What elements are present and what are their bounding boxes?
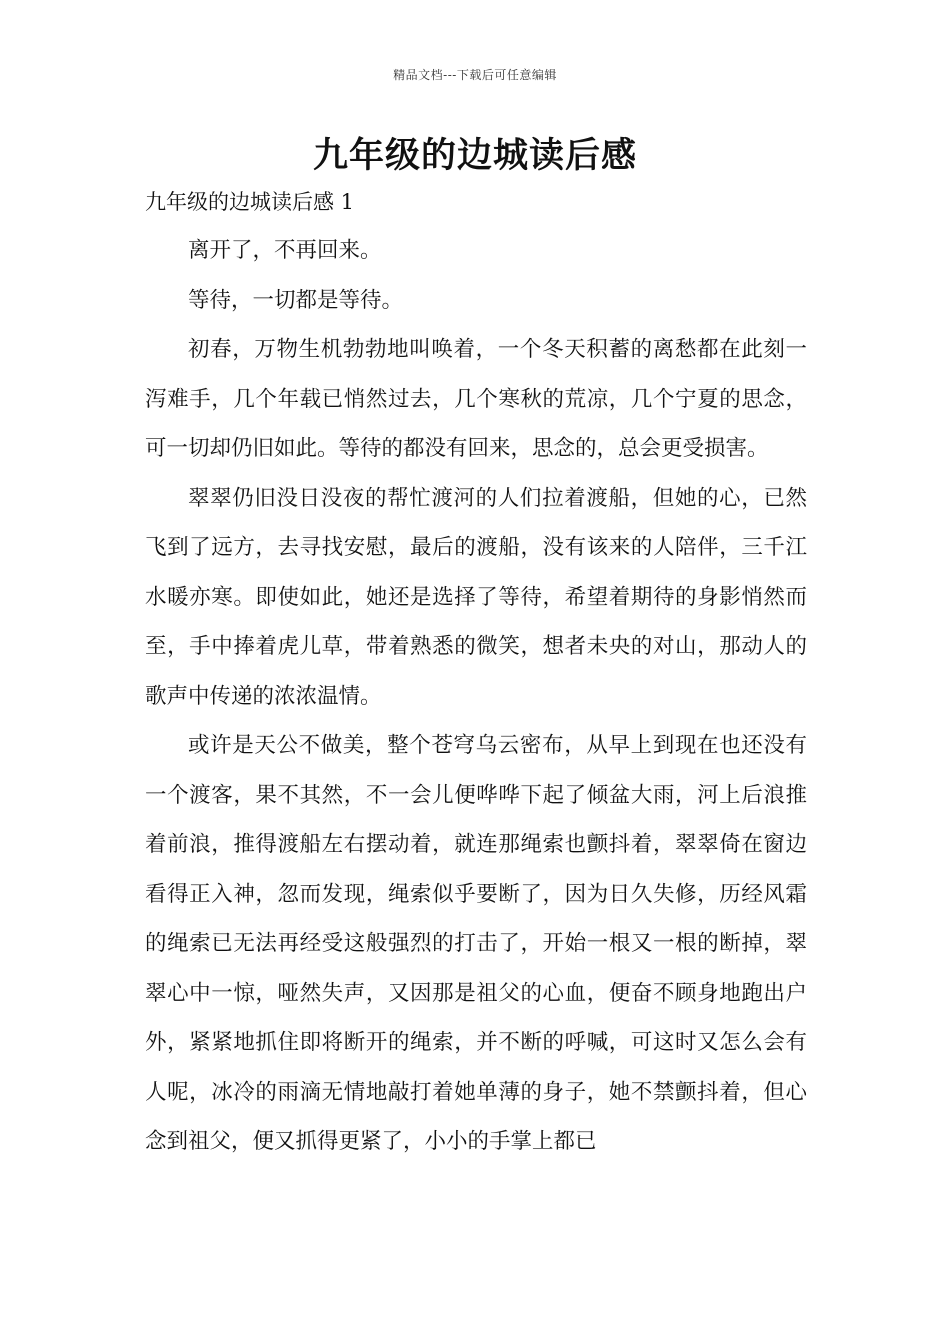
paragraph: 初春，万物生机勃勃地叫唤着，一个冬天积蓄的离愁都在此刻一泻难手，几个年载已悄然过去，几个寒秋的荒凉，几个宁夏的思念，可一切却仍旧如此。等待的都没有回来，思念的，总会更受损害。	[145, 337, 807, 461]
paragraph: 翠翠仍旧没日没夜的帮忙渡河的人们拉着渡船，但她的心，已然飞到了远方，去寻找安慰，最后的渡船，没有该来的人陪伴，三千江水暖亦寒。即使如此，她还是选择了等待，希望着期待的身影悄然而至，手中捧着虎儿草，带着熟悉的微笑，想者未央的对山，那动人的歌声中传递的浓浓温情。	[145, 485, 807, 709]
document-body	[145, 226, 807, 1167]
document-title: 九年级的边城读后感	[312, 135, 637, 176]
section-heading: 九年级的边城读后感 1	[145, 190, 355, 214]
paragraph: 离开了，不再回来。	[188, 238, 382, 263]
paragraph: 或许是天公不做美，整个苍穹乌云密布，从早上到现在也还没有一个渡客，果不其然，不一会儿便哗哗下起了倾盆大雨，河上后浪推着前浪，推得渡船左右摆动着，就连那绳索也颤抖着，翠翠倚在窗边看得正入神，忽而发现，绳索似乎要断了，因为日久失修，历经风霜的绳索已无法再经受这般强烈的打击了，开始一根又一根的断掉，翠翠心中一惊，哑然失声，又因那是祖父的心血，便奋不顾身地跑出户外，紧紧地抓住即将断开的绳索，并不断的呼喊，可这时又怎么会有人呢，冰冷的雨滴无情地敲打着她单薄的身子，她不禁颤抖着，但心念到祖父，便又抓得更紧了，小小的手掌上都已	[145, 733, 807, 1154]
header-note: 精品文档---下载后可任意编辑	[393, 68, 557, 82]
paragraph: 等待，一切都是等待。	[188, 287, 404, 313]
